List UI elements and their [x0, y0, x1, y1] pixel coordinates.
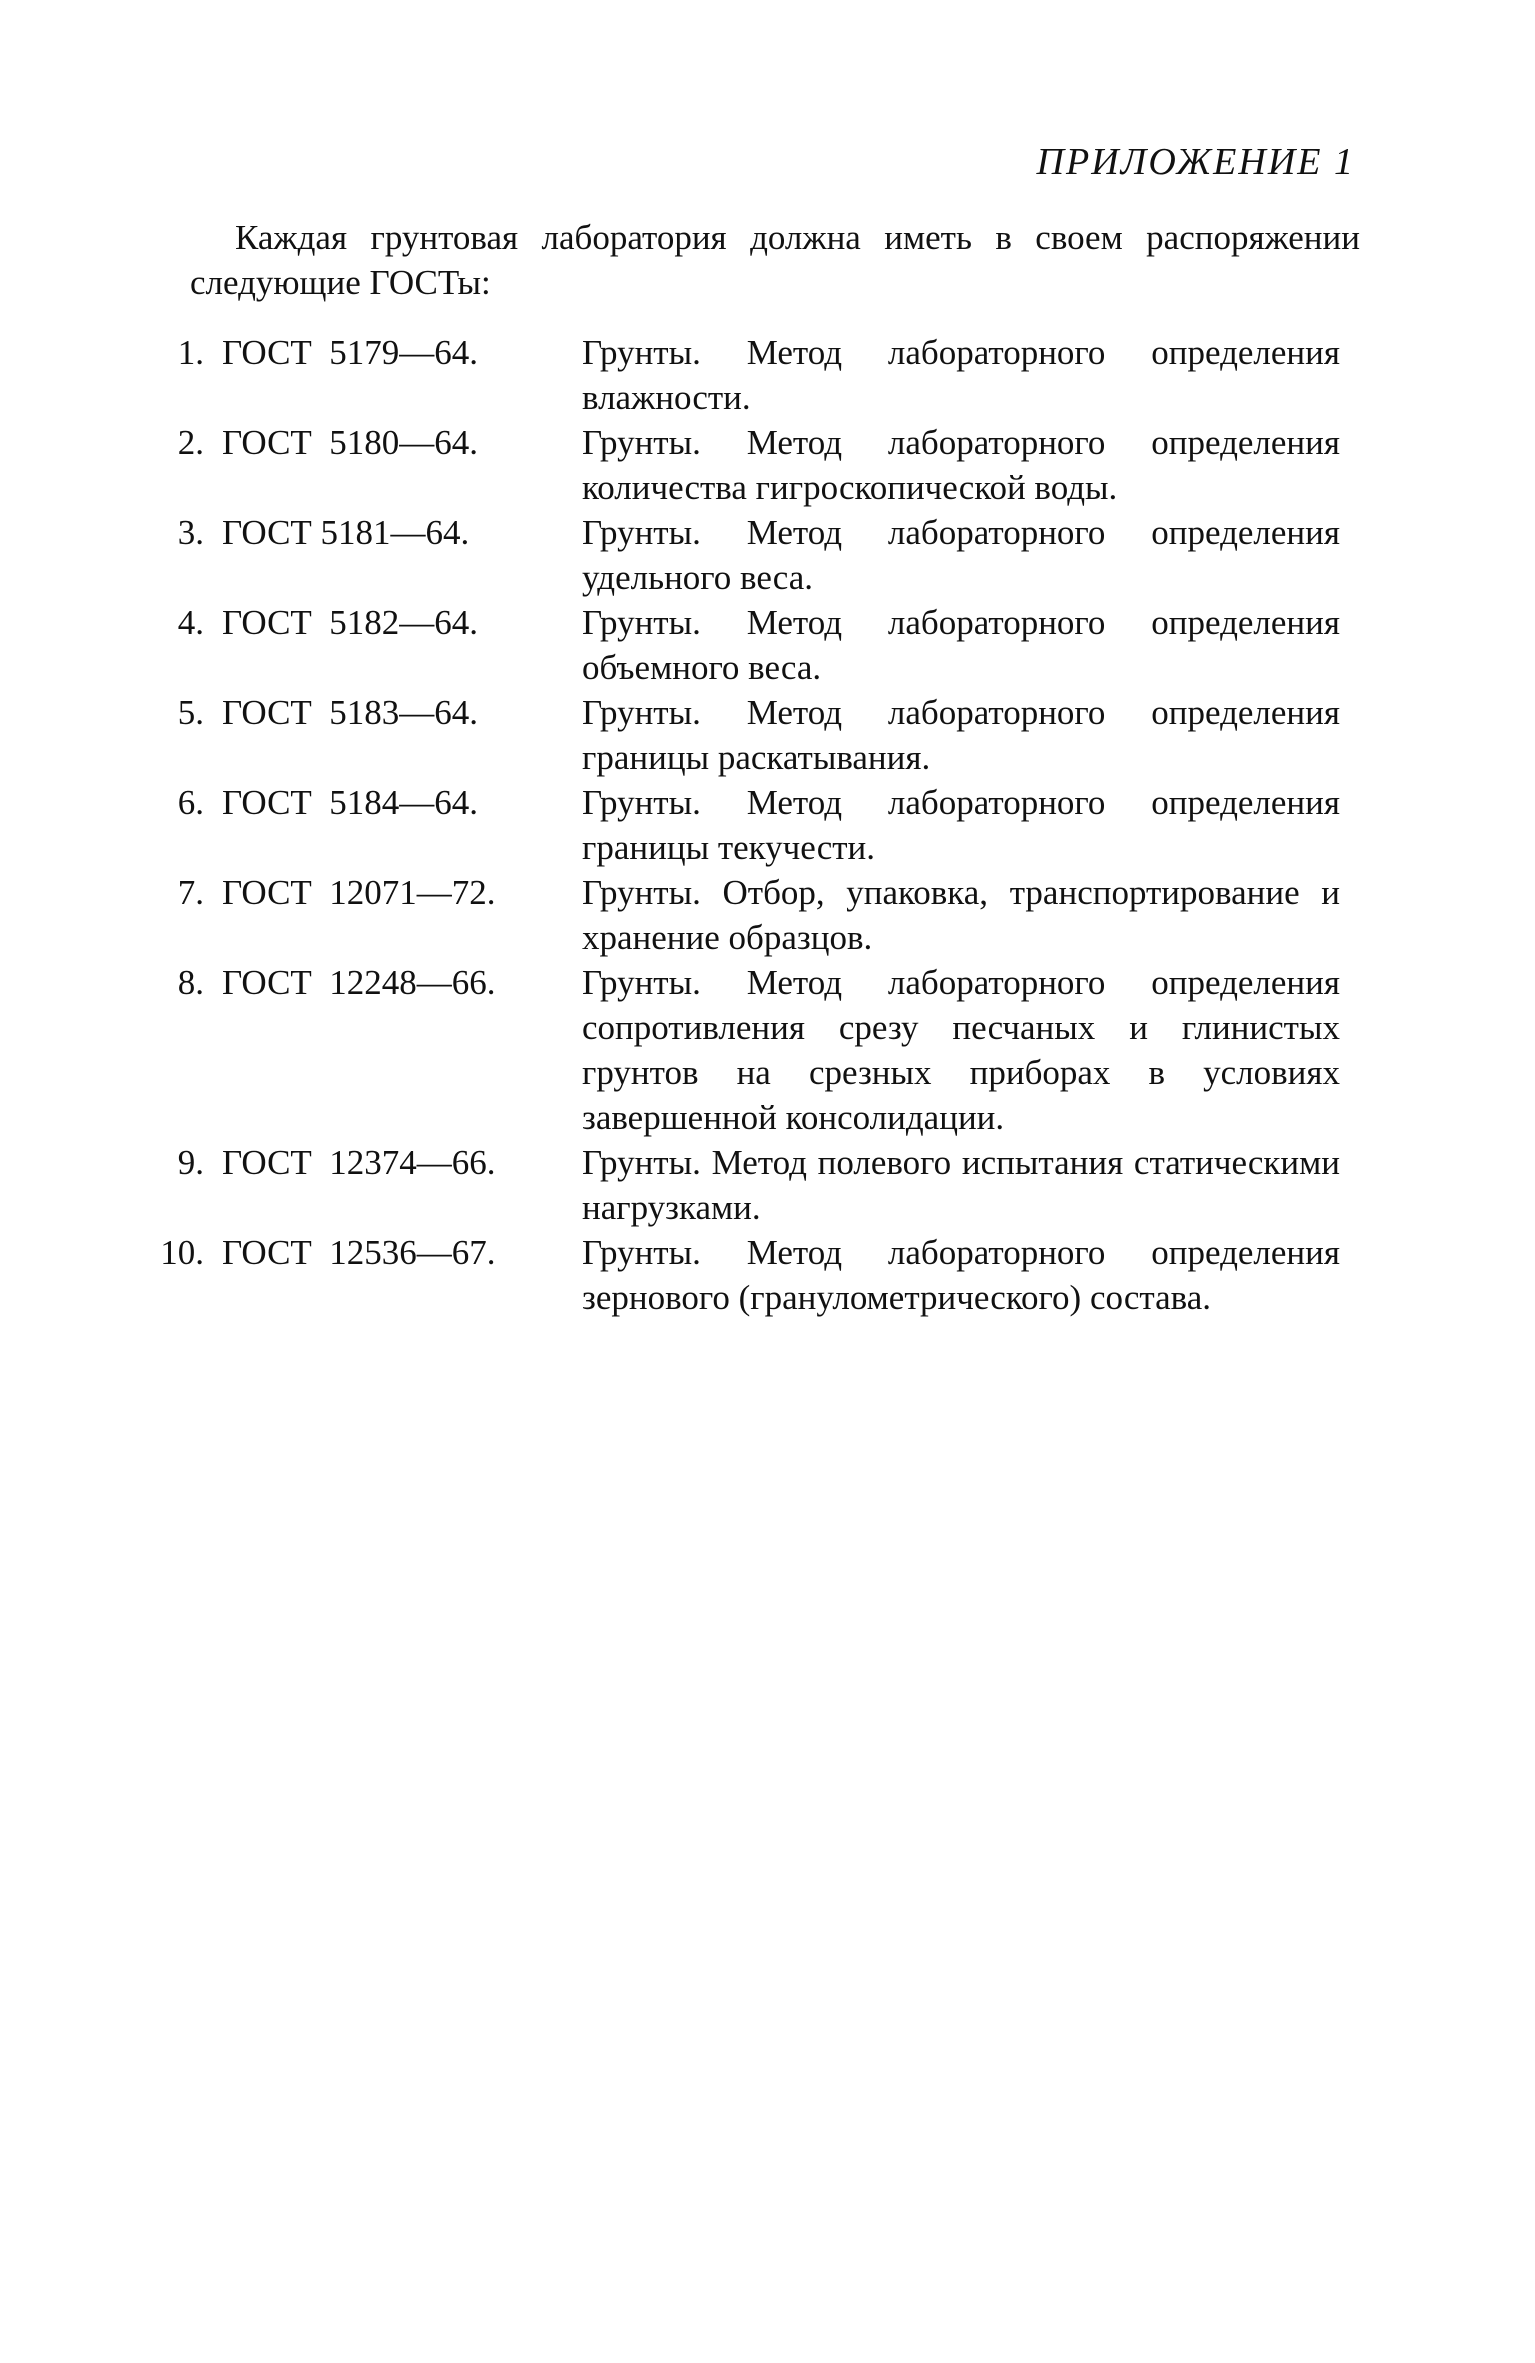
- gost-code: ГОСТ 5181—64.: [222, 513, 470, 552]
- gost-number: 8.: [177, 963, 204, 1002]
- gost-list: [0, 330, 1535, 1320]
- gost-number: 5.: [177, 693, 204, 732]
- gost-code: ГОСТ 5182—64.: [222, 603, 479, 642]
- gost-number: 3.: [177, 513, 204, 552]
- gost-number: 4.: [177, 603, 204, 642]
- gost-description: Грунты. Отбор, упаковка, транспортирование и хранение образцов.: [582, 873, 1340, 957]
- gost-description: Грунты. Метод полевого испытания статическими нагрузками.: [582, 1143, 1340, 1227]
- gost-item: [0, 780, 1535, 870]
- gost-item: [0, 600, 1535, 690]
- gost-description: Грунты. Метод лабораторного определения границы текучести.: [582, 783, 1340, 867]
- gost-number: 1.: [177, 333, 204, 372]
- gost-description: Грунты. Метод лабораторного определения количества гигроскопической воды.: [582, 423, 1340, 507]
- gost-code: ГОСТ 5180—64.: [222, 423, 479, 462]
- gost-description: Грунты. Метод лабораторного определения сопротивления срезу песчаных и глинистых грунтов на срезных приборах в условиях завершенной консолидации.: [582, 963, 1340, 1137]
- gost-code: ГОСТ 12374—66.: [222, 1143, 496, 1182]
- gost-item: [0, 510, 1535, 600]
- gost-description: Грунты. Метод лабораторного определения границы раскатывания.: [582, 693, 1340, 777]
- gost-item: [0, 870, 1535, 960]
- gost-description: Грунты. Метод лабораторного определения удельного веса.: [582, 513, 1340, 597]
- intro-paragraph: Каждая грунтовая лаборатория должна иметь в своем распоряжении следующие ГОСТы:: [190, 218, 1360, 302]
- gost-item: [0, 420, 1535, 510]
- gost-number: 10.: [160, 1233, 204, 1272]
- gost-number: 6.: [177, 783, 204, 822]
- gost-code: ГОСТ 12536—67.: [222, 1233, 496, 1272]
- gost-item: [0, 1140, 1535, 1230]
- gost-code: ГОСТ 5184—64.: [222, 783, 479, 822]
- gost-number: 9.: [177, 1143, 204, 1182]
- gost-number: 2.: [177, 423, 204, 462]
- gost-code: ГОСТ 5183—64.: [222, 693, 479, 732]
- gost-number: 7.: [177, 873, 204, 912]
- gost-description: Грунты. Метод лабораторного определения объемного веса.: [582, 603, 1340, 687]
- gost-item: [0, 960, 1535, 1140]
- gost-code: ГОСТ 12071—72.: [222, 873, 496, 912]
- gost-item: [0, 330, 1535, 420]
- gost-description: Грунты. Метод лабораторного определения влажности.: [582, 333, 1340, 417]
- gost-code: ГОСТ 5179—64.: [222, 333, 479, 372]
- gost-item: [0, 690, 1535, 780]
- gost-code: ГОСТ 12248—66.: [222, 963, 496, 1002]
- appendix-title: ПРИЛОЖЕНИЕ 1: [1036, 141, 1355, 183]
- gost-description: Грунты. Метод лабораторного определения зернового (гранулометрического) состава.: [582, 1233, 1340, 1317]
- gost-item: [0, 1230, 1535, 1320]
